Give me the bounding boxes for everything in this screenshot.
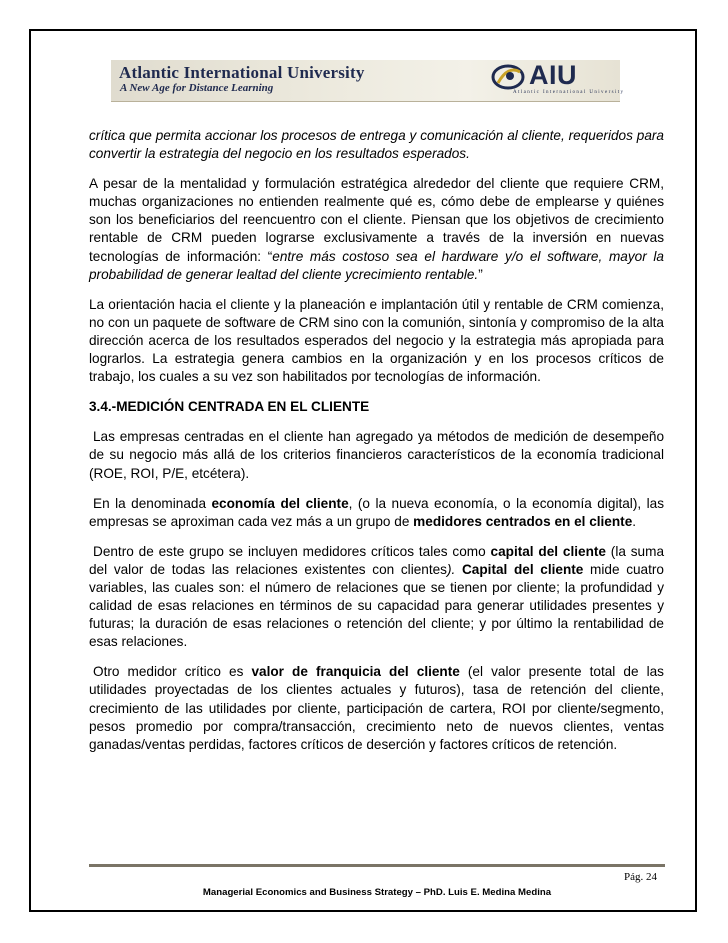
university-tagline: A New Age for Distance Learning	[120, 82, 274, 94]
term-capital-del-cliente: capital del cliente	[490, 543, 606, 559]
paragraph-6-text-g: mide cuatro variables, las cuales son: el número de relaciones que se tienen por cliente; la profundidad y calidad de esas relaciones en términos de su capacidad para generar utilidades presentes y futuras; la duración de esas relaciones o retención del cliente; y por último la rentabilidad de esas relaciones.	[89, 561, 664, 650]
term-medidores-centrados: medidores centrados en el cliente	[413, 513, 633, 529]
document-body	[89, 127, 664, 766]
paragraph-6-space	[455, 562, 462, 577]
section-heading: 3.4.-MEDICIÓN CENTRADA EN EL CLIENTE	[89, 399, 370, 415]
term-economia-del-cliente: economía del cliente	[211, 495, 349, 511]
paragraph-7-text-c: (el valor presente total de las utilidades proyectadas de los clientes actuales y futuros), tasa de retención del cliente, crecimiento de las utilidades por cliente, participación de cartera, ROI por cliente/segmento, pesos promedio por compra/transacción, crecimiento neto de nuevos clientes, ventas ganadas/ventas perdidas, factores críticos de deserción y factores críticos de retención.	[89, 664, 664, 752]
page-number: Pág. 24	[624, 871, 657, 883]
paragraph-6-text-c: (la suma del valor de todas las relaciones existentes con clientes	[89, 543, 664, 577]
footer-rule	[89, 864, 665, 867]
logo-acronym: AIU	[529, 60, 577, 90]
paragraph-7-text-a: Otro medidor crítico es	[93, 664, 252, 680]
paragraph-3: La orientación hacia el cliente y la planeación e implantación útil y rentable de CRM comienza, no con un paquete de software de CRM sino con la comunión, sintonía y compromiso de la alta dirección acerca de los resultados esperados del negocio y la estrategia más apropiada para lograrlos. La estrategia genera cambios en la organización y en los procesos críticos de trabajo, los cuales a su vez son habilitados por tecnologías de información.	[89, 296, 664, 385]
paragraph-1-text: crítica que permita accionar los procesos de entrega y comunicación al cliente, requeridos para convertir la estrategia del negocio en los resultados esperados.	[89, 128, 664, 162]
paragraph-6-text-d: ).	[446, 561, 456, 577]
aiu-emblem-icon	[489, 63, 527, 91]
paragraph-2	[89, 175, 664, 284]
paragraph-5-text-e: .	[632, 513, 637, 529]
paragraph-2-closing-quote: ”	[478, 266, 483, 282]
paragraph-7	[89, 663, 664, 753]
university-name: Atlantic International University	[119, 63, 365, 82]
paragraph-2-text: A pesar de la mentalidad y formulación estratégica alrededor del cliente que requiere CRM, muchas organizaciones no entienden realmente qué es, cómo debe de emplearse y quiénes son los beneficiarios del reencuentro con el cliente. Piensan que los objetivos de crecimiento rentable de CRM pueden lograrse exclusivamente a través de la inversión en nuevas tecnologías de información: “	[89, 176, 664, 264]
paragraph-4: Las empresas centradas en el cliente han agregado ya métodos de medición de desempeño de su negocio más allá de los criterios financieros característicos de la economía tradicional (ROE, ROI, P/E, etcétera).	[89, 429, 664, 481]
term-capital-del-cliente-2: Capital del cliente	[461, 561, 584, 577]
logo-subtitle: Atlantic International University	[513, 90, 625, 95]
paragraph-2-quote: entre más costoso sea el hardware y/o el software, mayor la probabilidad de generar lealtad del cliente ycrecimiento rentable.	[89, 248, 664, 282]
university-header-banner	[111, 60, 625, 102]
paragraph-6	[89, 543, 664, 652]
term-valor-de-franquicia: valor de franquicia del cliente	[251, 664, 460, 680]
paragraph-5-text-a: En la denominada	[93, 495, 212, 511]
footer-title: Managerial Economics and Business Strategy – PhD. Luis E. Medina Medina	[202, 887, 552, 898]
paragraph-6-text-a: Dentro de este grupo se incluyen medidores críticos tales como	[93, 543, 491, 559]
paragraph-5-text-c: , (o la nueva economía, o la economía digital), las empresas se aproximan cada vez más a un grupo de	[89, 495, 664, 529]
paragraph-5	[89, 495, 664, 531]
paragraph-1	[89, 127, 664, 163]
